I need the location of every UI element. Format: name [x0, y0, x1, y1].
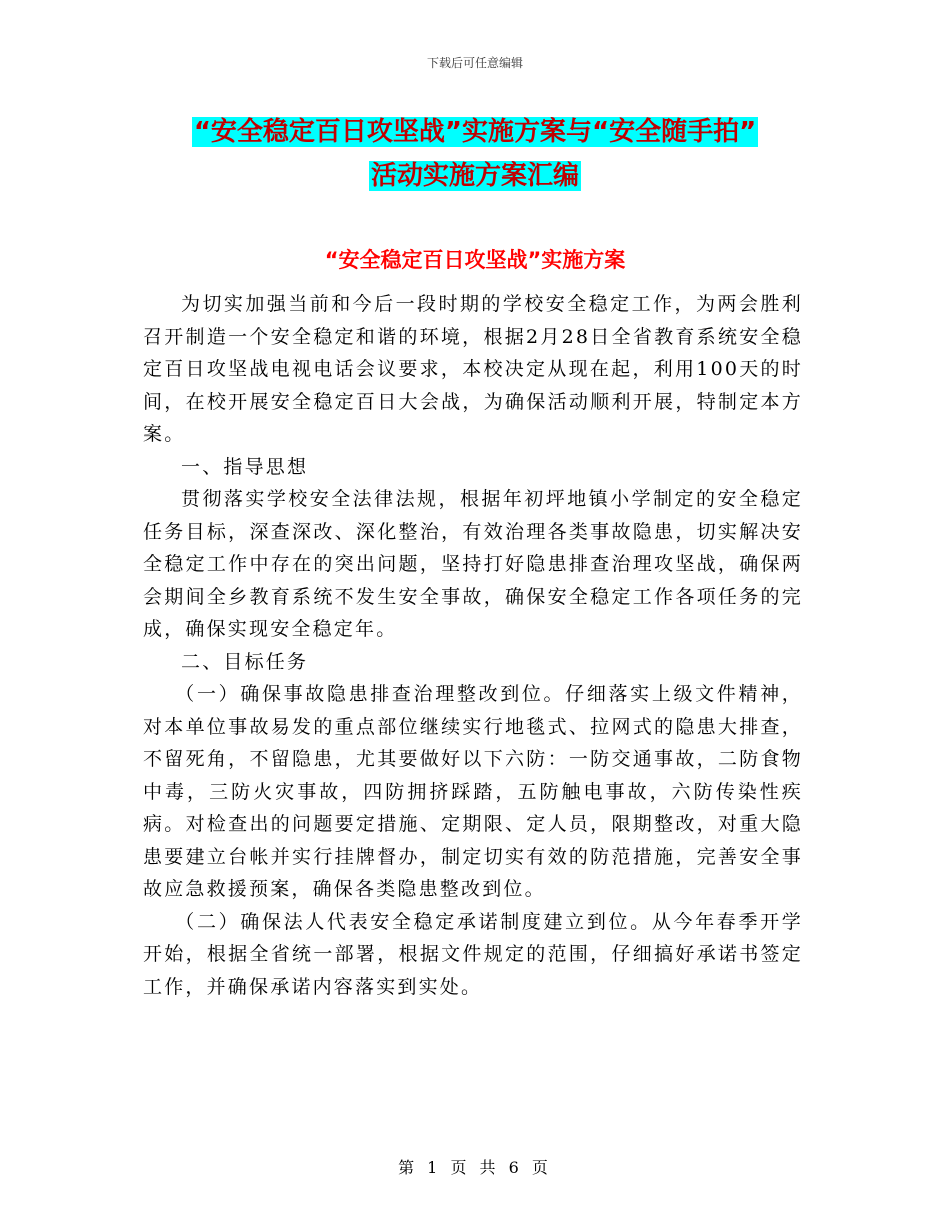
page-number-footer: 第 1 页 共 6 页 [398, 1158, 552, 1177]
document-title [0, 110, 950, 198]
title-line-2: 活动实施方案汇编 [370, 161, 579, 191]
target-task-1-paragraph: （一）确保事故隐患排查治理整改到位。仔细落实上级文件精神，对本单位事故易发的重点部位继续实行地毯式、拉网式的隐患大排查，不留死角，不留隐患，尤其要做好以下六防：一防交通事故，二防食物中毒，三防火灾事故，四防拥挤踩踏，五防触电事故，六防传染性疾病。对检查出的问题要定措施、定期限、定人员，限期整改，对重大隐患要建立台帐并实行挂牌督办，制定切实有效的防范措施，完善安全事故应急救援预案，确保各类隐患整改到位。 [143, 683, 803, 900]
header-note: 下载后可任意编辑 [426, 56, 523, 70]
section-title: “安全稳定百日攻坚战”实施方案 [324, 248, 626, 272]
heading-target-tasks: 二、目标任务 [181, 650, 309, 673]
document-body [143, 288, 803, 1003]
title-line-1: “安全稳定百日攻坚战”实施方案与“安全随手拍” [193, 117, 757, 147]
target-task-2-paragraph: （二）确保法人代表安全稳定承诺制度建立到位。从今年春季开学开始，根据全省统一部署，根据文件规定的范围，仔细搞好承诺书签定工作，并确保承诺内容落实到实处。 [143, 910, 803, 998]
guiding-ideology-paragraph: 贯彻落实学校安全法律法规，根据年初坪地镇小学制定的安全稳定任务目标，深查深改、深化整治，有效治理各类事故隐患，切实解决安全稳定工作中存在的突出问题，坚持打好隐患排查治理攻坚战，确保两会期间全乡教育系统不发生安全事故，确保安全稳定工作各项任务的完成，确保实现安全稳定年。 [143, 488, 803, 640]
heading-guiding-ideology: 一、指导思想 [181, 455, 309, 478]
intro-paragraph: 为切实加强当前和今后一段时期的学校安全稳定工作，为两会胜利召开制造一个安全稳定和谐的环境，根据2月28日全省教育系统安全稳定百日攻坚战电视电话会议要求，本校决定从现在起，利用100天的时间，在校开展安全稳定百日大会战，为确保活动顺利开展，特制定本方案。 [143, 293, 803, 445]
